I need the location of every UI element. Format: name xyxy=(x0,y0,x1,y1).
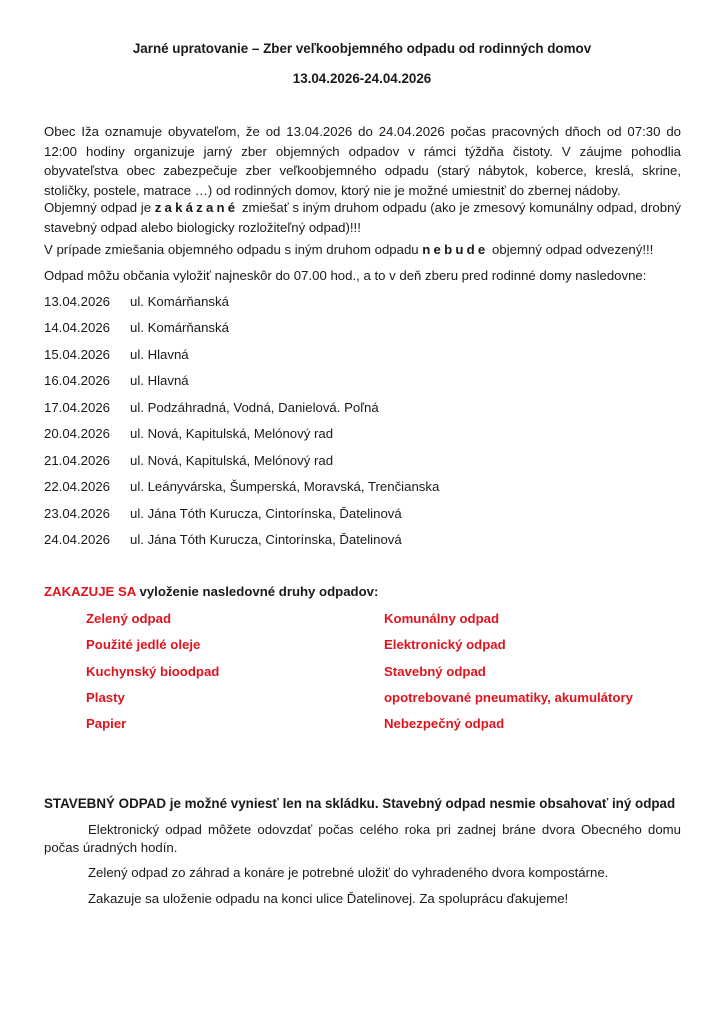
deadline-notice: Odpad môžu občania vyložiť najneskôr do 07.00 hod., a to v deň zberu pred rodinné domy nasledovne: xyxy=(44,268,647,283)
banned-item: Stavebný odpad xyxy=(384,664,486,679)
banned-heading xyxy=(44,584,378,599)
banned-item: Plasty xyxy=(86,690,125,705)
schedule-streets: ul. Podzáhradná, Vodná, Danielová. Poľná xyxy=(130,400,379,415)
mixing-suffix: zmiešať s iným druhom odpadu (ako je zmesový komunálny odpad, drobný stavebný odpad alebo biologicky rozložiteľný odpad)!!! xyxy=(44,200,681,235)
banned-item: Papier xyxy=(86,716,127,731)
schedule-streets: ul. Hlavná xyxy=(130,373,189,388)
warning-emphasis: nebude xyxy=(422,242,489,257)
warning-suffix: objemný odpad odvezený!!! xyxy=(488,242,654,257)
date-range: 13.04.2026-24.04.2026 xyxy=(292,71,432,86)
banned-item: Kuchynský bioodpad xyxy=(86,664,220,679)
schedule-date: 16.04.2026 xyxy=(44,373,111,388)
schedule-date: 13.04.2026 xyxy=(44,294,111,309)
construction-notice: STAVEBNÝ ODPAD je možné vyniesť len na skládku. Stavebný odpad nesmie obsahovať iný odpad xyxy=(44,796,676,811)
mixing-notice xyxy=(44,198,681,237)
schedule-date: 15.04.2026 xyxy=(44,347,111,362)
banned-heading-rest: vyloženie nasledovné druhy odpadov: xyxy=(135,584,379,599)
green-notice: Zelený odpad zo záhrad a konáre je potrebné uložiť do vyhradeného dvora kompostárne. xyxy=(88,865,609,880)
banned-item: Nebezpečný odpad xyxy=(384,716,505,731)
schedule-date: 14.04.2026 xyxy=(44,320,111,335)
mixing-emphasis: zakázané xyxy=(154,200,239,215)
schedule-streets: ul. Komárňanská xyxy=(130,294,229,309)
schedule-date: 20.04.2026 xyxy=(44,426,111,441)
schedule-date: 21.04.2026 xyxy=(44,453,111,468)
schedule-date: 17.04.2026 xyxy=(44,400,111,415)
intro-paragraph: Obec Iža oznamuje obyvateľom, že od 13.04.2026 do 24.04.2026 počas pracovných dňoch od 07:30 do 12:00 hodiny organizuje jarný zber objemných odpadov v rámci týždňa čistoty. V záujme pohodlia obyvateľstva obec zabezpečuje zber veľkoobjemného odpadu (starý nábytok, koberce, kreslá, skrine, stoličky, postele, matrace …) od rodinných domov, ktorý nie je možné umiestniť do zbernej nádoby. xyxy=(44,124,681,198)
banned-item: Použité jedlé oleje xyxy=(86,637,201,652)
schedule-date: 23.04.2026 xyxy=(44,506,111,521)
document-title: Jarné upratovanie – Zber veľkoobjemného odpadu od rodinných domov xyxy=(132,41,592,56)
banned-heading-red: ZAKAZUJE SA xyxy=(44,584,136,599)
schedule-streets: ul. Nová, Kapitulská, Melónový rad xyxy=(130,453,334,468)
mixing-prefix: Objemný odpad je xyxy=(44,200,155,215)
closing-notice: Zakazuje sa uloženie odpadu na konci ulice Ďatelinovej. Za spoluprácu ďakujeme! xyxy=(88,891,569,906)
schedule-streets: ul. Komárňanská xyxy=(130,320,229,335)
schedule-streets: ul. Leányvárska, Šumperská, Moravská, Trenčianska xyxy=(130,479,440,494)
banned-item: Komunálny odpad xyxy=(384,611,500,626)
banned-item: opotrebované pneumatiky, akumulátory xyxy=(384,690,633,705)
banned-item: Elektronický odpad xyxy=(384,637,506,652)
schedule-streets: ul. Nová, Kapitulská, Melónový rad xyxy=(130,426,334,441)
schedule-streets: ul. Jána Tóth Kurucza, Cintorínska, Ďatelinová xyxy=(130,532,402,547)
schedule-date: 22.04.2026 xyxy=(44,479,111,494)
schedule-streets: ul. Hlavná xyxy=(130,347,189,362)
banned-item: Zelený odpad xyxy=(86,611,171,626)
electronic-notice: Elektronický odpad môžete odovzdať počas celého roka pri zadnej bráne dvora Obecného domu počas úradných hodín. xyxy=(44,822,681,855)
schedule-date: 24.04.2026 xyxy=(44,532,111,547)
schedule-streets: ul. Jána Tóth Kurucza, Cintorínska, Ďatelinová xyxy=(130,506,402,521)
warning-prefix: V prípade zmiešania objemného odpadu s iným druhom odpadu xyxy=(44,242,423,257)
warning-notice xyxy=(44,242,653,257)
